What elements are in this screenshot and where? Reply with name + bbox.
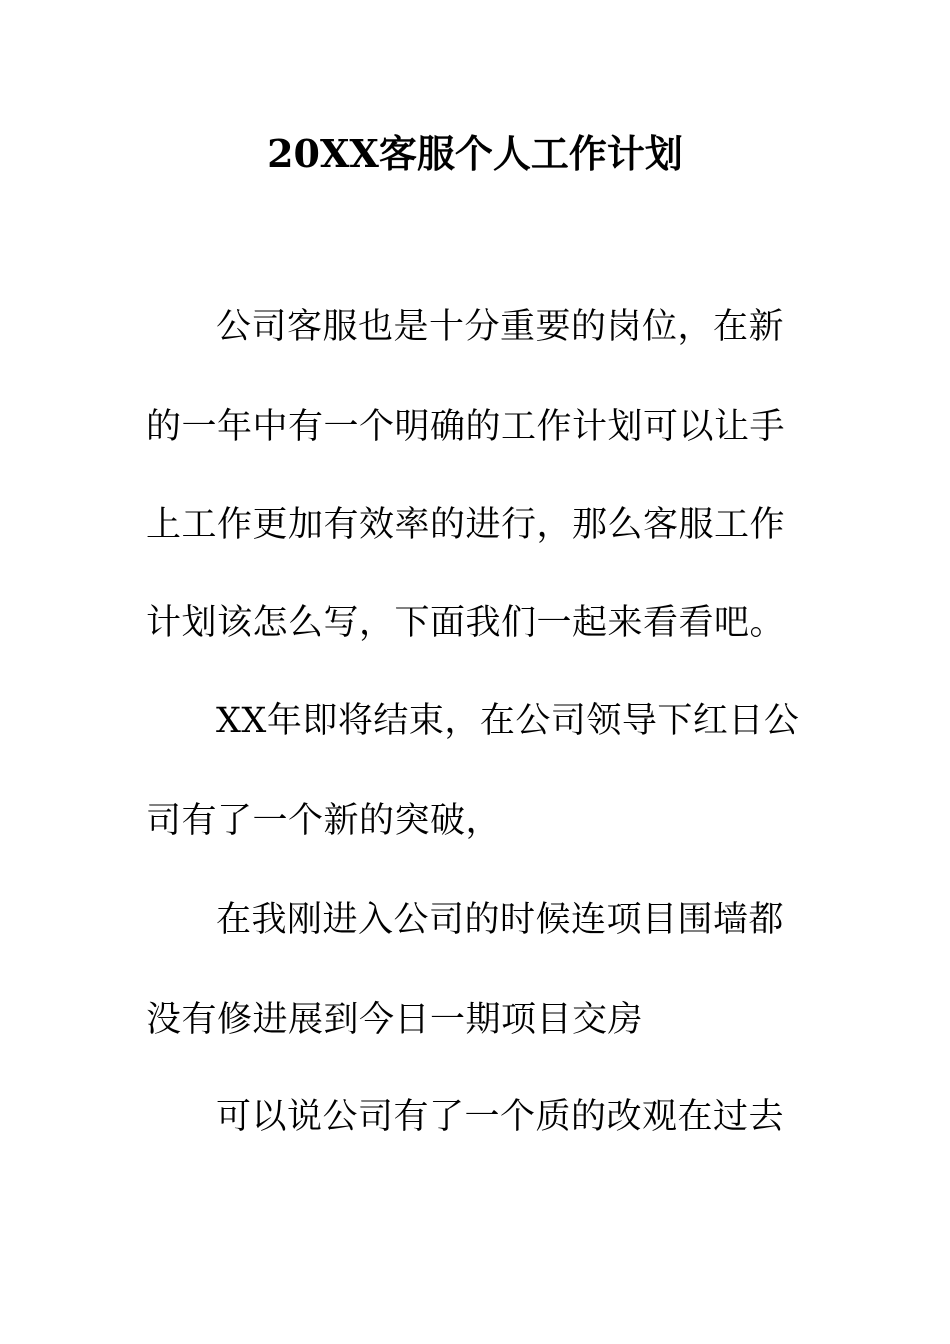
paragraph-line: 计划该怎么写，下面我们一起来看看吧。 bbox=[146, 603, 786, 643]
paragraph-line: XX年即将结束，在公司领导下红日公 bbox=[216, 701, 800, 741]
paragraph-line: 上工作更加有效率的进行，那么客服工作 bbox=[146, 505, 786, 545]
paragraph-line: 可以说公司有了一个质的改观在过去 bbox=[216, 1097, 785, 1137]
paragraph-line: 在我刚进入公司的时候连项目围墙都 bbox=[216, 900, 785, 940]
document-title: 20XX客服个人工作计划 bbox=[267, 131, 683, 176]
paragraph-line: 司有了一个新的突破， bbox=[146, 801, 502, 841]
paragraph-line: 没有修进展到今日一期项目交房 bbox=[146, 1000, 644, 1040]
paragraph-line: 公司客服也是十分重要的岗位，在新 bbox=[216, 307, 785, 347]
paragraph-line: 的一年中有一个明确的工作计划可以让手 bbox=[146, 407, 786, 447]
